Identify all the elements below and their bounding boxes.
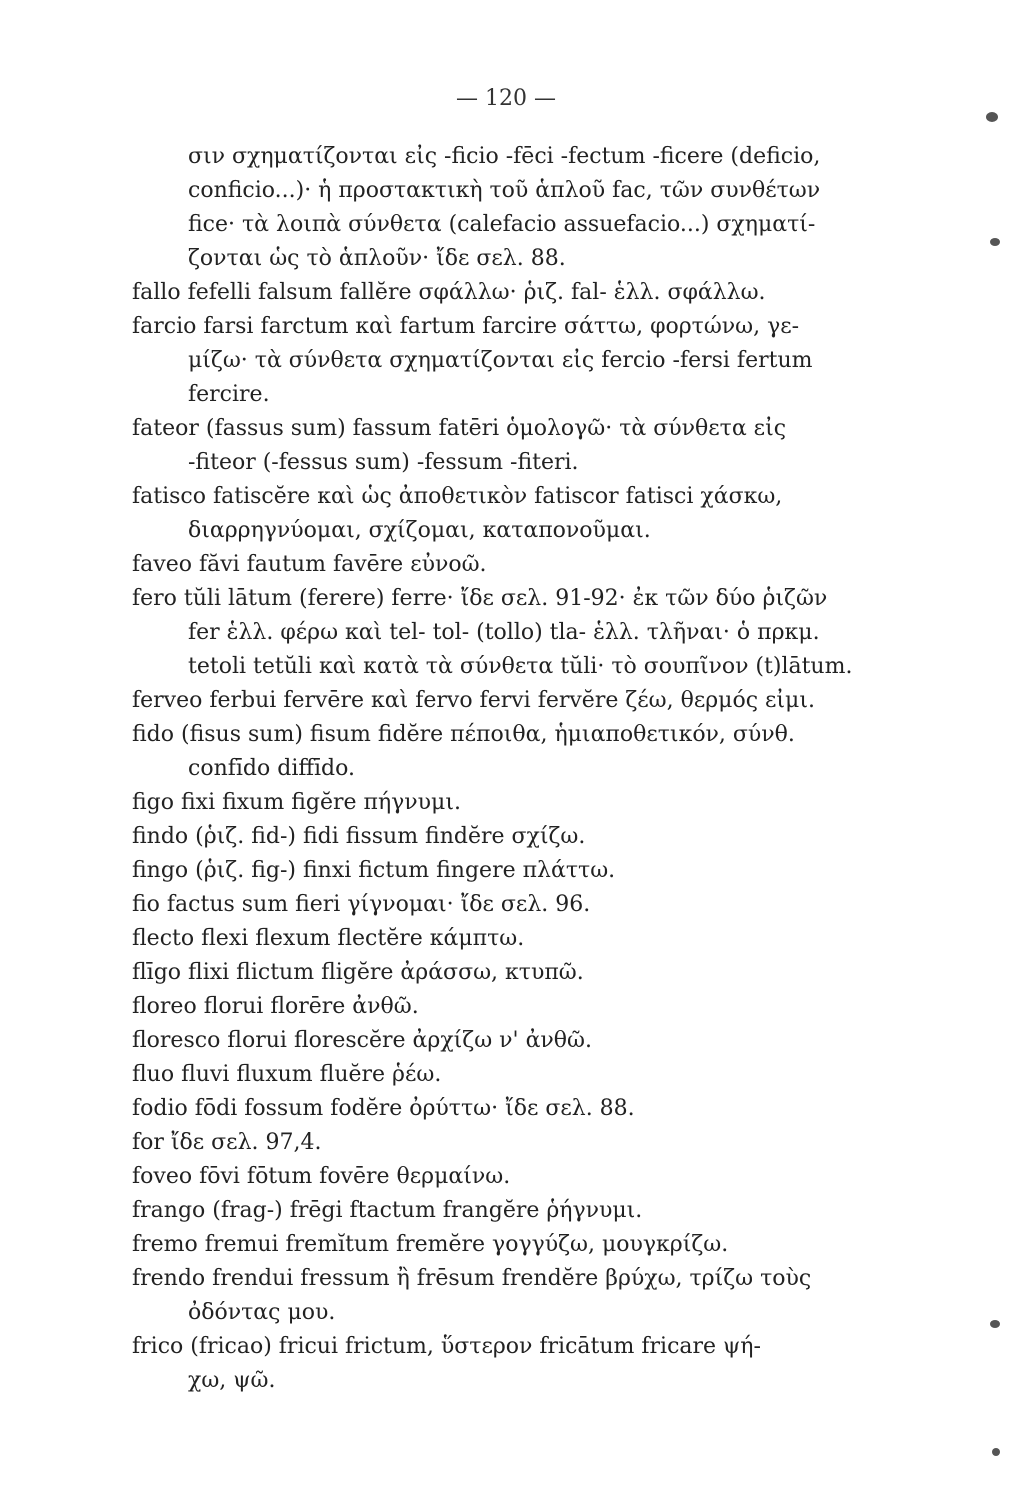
dictionary-entry: [132, 1126, 892, 1160]
scan-mark: [990, 1320, 1000, 1328]
entry-line: χω, ψῶ.: [188, 1368, 276, 1393]
entry-line: fodio fōdi fossum fodĕre ὀρύττω· ἴδε σελ. 88.: [132, 1096, 635, 1121]
entry-line: fatisco fatiscĕre καὶ ὡς ἀποθετικὸν fatiscor fatisci χάσκω,: [132, 484, 783, 509]
dictionary-entry: [132, 888, 892, 922]
entry-line: fercire.: [188, 382, 270, 407]
dictionary-entry: [132, 786, 892, 820]
dictionary-entry: [132, 684, 892, 718]
dictionary-entry: [132, 1058, 892, 1092]
entry-line: foveo fōvi fōtum fovēre θερμαίνω.: [132, 1164, 511, 1189]
entry-line: figo fixi fixum figĕre πήγνυμι.: [132, 790, 461, 815]
entry-line: ζονται ὡς τὸ ἁπλοῦν· ἴδε σελ. 88.: [188, 246, 566, 271]
dictionary-entry: [132, 548, 892, 582]
entry-line: findo (ῥιζ. fid-) fidi fissum findĕre σχίζω.: [132, 824, 586, 849]
entry-line: farcio farsi farctum καὶ fartum farcire σάττω, φορτώνω, γε-: [132, 314, 800, 339]
entry-line: for ἴδε σελ. 97,4.: [132, 1130, 322, 1155]
entry-line: fice· τὰ λοιπὰ σύνθετα (calefacio assuefacio...) σχηματί-: [188, 212, 816, 237]
scan-mark: [986, 112, 998, 122]
scan-mark: [992, 1448, 1000, 1456]
entry-line: -fiteor (-fessus sum) -fessum -fiteri.: [188, 450, 579, 475]
dictionary-entry: [132, 480, 892, 548]
dictionary-entry: [132, 582, 892, 684]
dictionary-entry: [132, 1330, 892, 1398]
dictionary-entry: [132, 1160, 892, 1194]
dictionary-entry: [132, 1092, 892, 1126]
entry-line: fingo (ῥιζ. fig-) finxi fictum fingere πλάττω.: [132, 858, 616, 883]
dictionary-entry: [132, 140, 892, 276]
dictionary-entry: [132, 310, 892, 412]
entry-line: μίζω· τὰ σύνθετα σχηματίζονται εἰς fercio -fersi fertum: [188, 348, 813, 373]
entry-line: ferveo ferbui fervēre καὶ fervo fervi fervĕre ζέω, θερμός εἰμι.: [132, 688, 815, 713]
dictionary-entry: [132, 1228, 892, 1262]
entry-line: ὀδόντας μου.: [188, 1300, 336, 1325]
entry-line: frico (fricao) fricui frictum, ὕστερον fricātum fricare ψή-: [132, 1334, 761, 1359]
entry-line: frango (frag-) frēgi ftactum frangĕre ῥήγνυμι.: [132, 1198, 643, 1223]
dictionary-entry: [132, 990, 892, 1024]
entry-line: fluo fluvi fluxum fluĕre ῥέω.: [132, 1062, 442, 1087]
entry-line: faveo făvi fautum favēre εὐνοῶ.: [132, 552, 487, 577]
entry-line: floreo florui florēre ἀνθῶ.: [132, 994, 419, 1019]
entry-line: frendo frendui fressum ἢ frēsum frendĕre βρύχω, τρίζω τοὺς: [132, 1266, 812, 1291]
dictionary-entry: [132, 718, 892, 786]
dictionary-entries: [132, 140, 892, 1398]
dictionary-entry: [132, 412, 892, 480]
entry-line: fateor (fassus sum) fassum fatēri ὁμολογῶ· τὰ σύνθετα εἰς: [132, 416, 787, 441]
dictionary-entry: [132, 276, 892, 310]
entry-line: fio factus sum fieri γίγνομαι· ἴδε σελ. 96.: [132, 892, 591, 917]
entry-line: fero tŭli lātum (ferere) ferre· ἴδε σελ. 91-92· ἐκ τῶν δύο ῥιζῶν: [132, 586, 828, 611]
entry-line: conficio...)· ἡ προστακτικὴ τοῦ ἁπλοῦ fac, τῶν συνθέτων: [188, 178, 821, 203]
dictionary-entry: [132, 1262, 892, 1330]
entry-line: flīgo flixi flictum fligĕre ἀράσσω, κτυπῶ.: [132, 960, 584, 985]
dictionary-entry: [132, 956, 892, 990]
dictionary-entry: [132, 854, 892, 888]
entry-line: fremo fremui fremĭtum fremĕre γογγύζω, μουγκρίζω.: [132, 1232, 729, 1257]
scan-mark: [990, 238, 1000, 246]
dictionary-entry: [132, 1024, 892, 1058]
entry-line: tetoli tetŭli καὶ κατὰ τὰ σύνθετα tŭli· τὸ σουπῖνον (t)lātum.: [188, 654, 853, 679]
entry-line: διαρρηγνύομαι, σχίζομαι, καταπονοῦμαι.: [188, 518, 651, 543]
entry-line: confīdo diffīdo.: [188, 756, 355, 781]
dictionary-entry: [132, 922, 892, 956]
entry-line: fallo fefelli falsum fallĕre σφάλλω· ῥιζ. fal- ἑλλ. σφάλλω.: [132, 280, 766, 305]
entry-line: fer ἑλλ. φέρω καὶ tel- tol- (tollo) tla- ἑλλ. τλῆναι· ὁ πρκμ.: [188, 620, 820, 645]
entry-line: σιν σχηματίζονται εἰς -ficio -fēci -fectum -ficere (deficio,: [188, 144, 821, 169]
dictionary-entry: [132, 820, 892, 854]
entry-line: floresco florui florescĕre ἀρχίζω ν' ἀνθῶ.: [132, 1028, 592, 1053]
entry-line: flecto flexi flexum flectĕre κάμπτω.: [132, 926, 525, 951]
entry-line: fido (fisus sum) fisum fidĕre πέποιθα, ἡμιαποθετικόν, σύνθ.: [132, 722, 795, 747]
page-number: — 120 —: [456, 86, 556, 111]
dictionary-entry: [132, 1194, 892, 1228]
